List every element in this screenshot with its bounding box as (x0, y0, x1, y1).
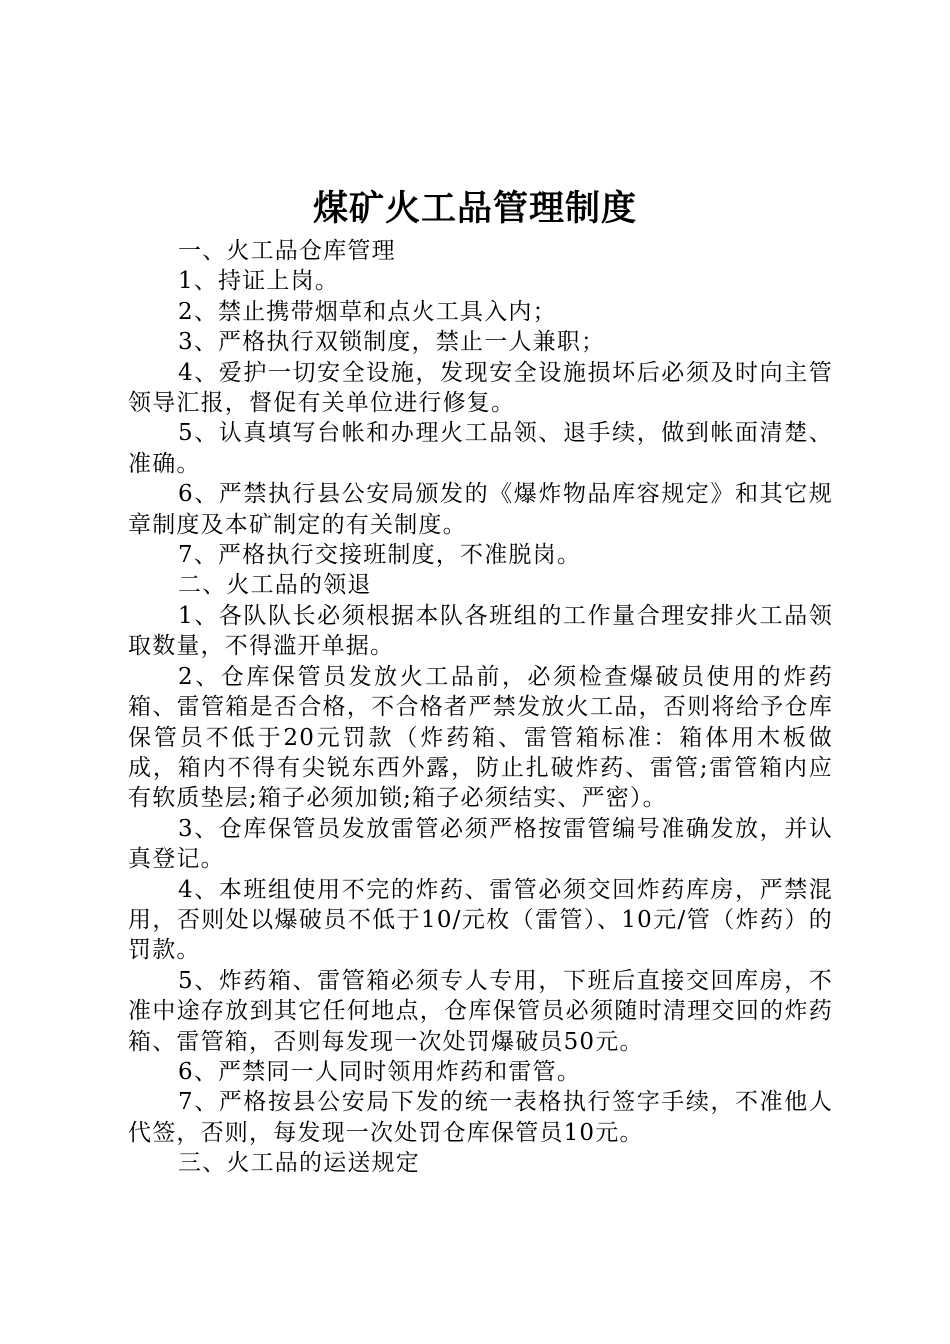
list-item: 2、禁止携带烟草和点火工具入内； (178, 298, 557, 325)
list-item: 4、爱护一切安全设施，发现安全设施损坏后必须及时向主管领导汇报，督促有关单位进行修复。 (128, 359, 833, 417)
list-item: 5、炸药箱、雷管箱必须专人专用，下班后直接交回库房，不准中途存放到其它任何地点，仓库保管员必须随时清理交回的炸药箱、雷管箱，否则每发现一次处罚爆破员50元。 (128, 967, 833, 1055)
section-heading-2: 二、火工品的领退 (178, 572, 372, 599)
list-item: 1、持证上岗。 (178, 268, 340, 295)
list-item: 5、认真填写台帐和办理火工品领、退手续，做到帐面清楚、准确。 (128, 420, 833, 477)
list-item: 2、仓库保管员发放火工品前，必须检查爆破员使用的炸药箱、雷管箱是否合格，不合格者严禁发放火工品，否则将给予仓库保管员不低于20元罚款（炸药箱、雷管箱标准：箱体用木板做成，箱内不得有尖锐东西外露，防止扎破炸药、雷管;雷管箱内应有软质垫层;箱子必须加锁;箱子必须结实、严密）。 (128, 663, 833, 812)
list-item: 3、严格执行双锁制度，禁止一人兼职； (178, 329, 606, 356)
section-heading-3: 三、火工品的运送规定 (178, 1150, 420, 1177)
list-item: 7、严格按县公安局下发的统一表格执行签字手续，不准他人代签，否则，每发现一次处罚仓库保管员10元。 (128, 1089, 833, 1146)
section-heading-1: 一、火工品仓库管理 (178, 238, 396, 264)
list-item: 7、严格执行交接班制度，不准脱岗。 (178, 542, 582, 569)
list-item: 1、各队队长必须根据本队各班组的工作量合理安排火工品领取数量，不得滥开单据。 (128, 602, 833, 660)
list-item: 6、严禁执行县公安局颁发的《爆炸物品库容规定》和其它规章制度及本矿制定的有关制度。 (128, 481, 833, 538)
document-body (128, 236, 833, 1179)
list-item: 3、仓库保管员发放雷管必须严格按雷管编号准确发放，并认真登记。 (128, 815, 833, 873)
list-item: 6、严禁同一人同时领用炸药和雷管。 (178, 1058, 582, 1085)
document-title: 煤矿火工品管理制度 (312, 188, 637, 229)
list-item: 4、本班组使用不完的炸药、雷管必须交回炸药库房，严禁混用，否则处以爆破员不低于10/元枚（雷管）、10元/管（炸药）的罚款。 (128, 876, 833, 964)
